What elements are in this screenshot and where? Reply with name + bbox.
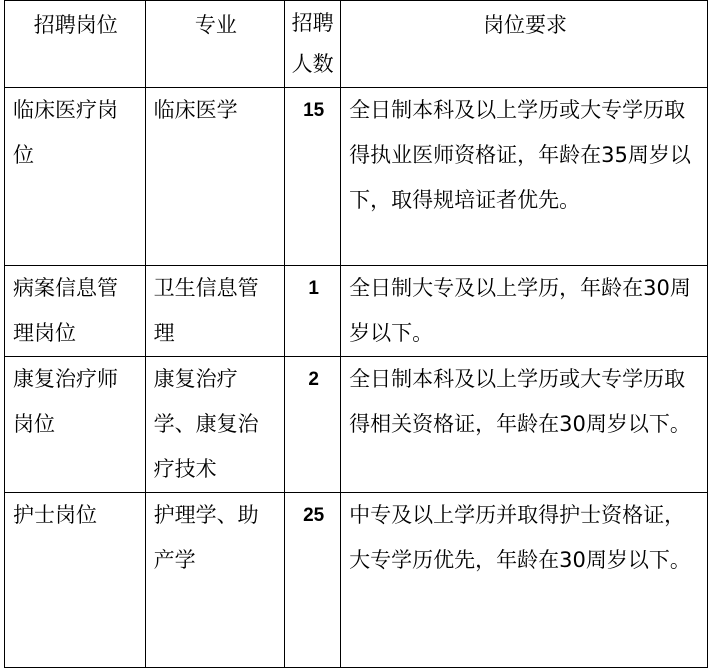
cell-requirements: 全日制本科及以上学历或大专学历取得执业医师资格证，年龄在35周岁以下，取得规培证者优先。	[341, 88, 708, 266]
table-header-row	[5, 1, 708, 88]
cell-major: 护理学、助产学	[145, 493, 285, 668]
cell-count: 25	[285, 493, 341, 668]
cell-position: 病案信息管理岗位	[5, 266, 146, 357]
cell-count: 1	[285, 266, 341, 357]
table-row	[5, 357, 708, 493]
cell-count: 2	[285, 357, 341, 493]
cell-position: 康复治疗师岗位	[5, 357, 146, 493]
table-row	[5, 493, 708, 668]
header-major: 专业	[145, 1, 285, 88]
table-row	[5, 88, 708, 266]
cell-position: 临床医疗岗位	[5, 88, 146, 266]
cell-major: 临床医学	[145, 88, 285, 266]
cell-requirements: 全日制大专及以上学历，年龄在30周岁以下。	[341, 266, 708, 357]
recruitment-table	[4, 0, 708, 668]
cell-major: 康复治疗学、康复治疗技术	[145, 357, 285, 493]
cell-position: 护士岗位	[5, 493, 146, 668]
cell-count: 15	[285, 88, 341, 266]
header-count: 招聘人数	[285, 1, 341, 88]
cell-requirements: 全日制本科及以上学历或大专学历取得相关资格证，年龄在30周岁以下。	[341, 357, 708, 493]
cell-major: 卫生信息管理	[145, 266, 285, 357]
header-requirements: 岗位要求	[341, 1, 708, 88]
header-position: 招聘岗位	[5, 1, 146, 88]
table-row	[5, 266, 708, 357]
cell-requirements: 中专及以上学历并取得护士资格证，大专学历优先，年龄在30周岁以下。	[341, 493, 708, 668]
